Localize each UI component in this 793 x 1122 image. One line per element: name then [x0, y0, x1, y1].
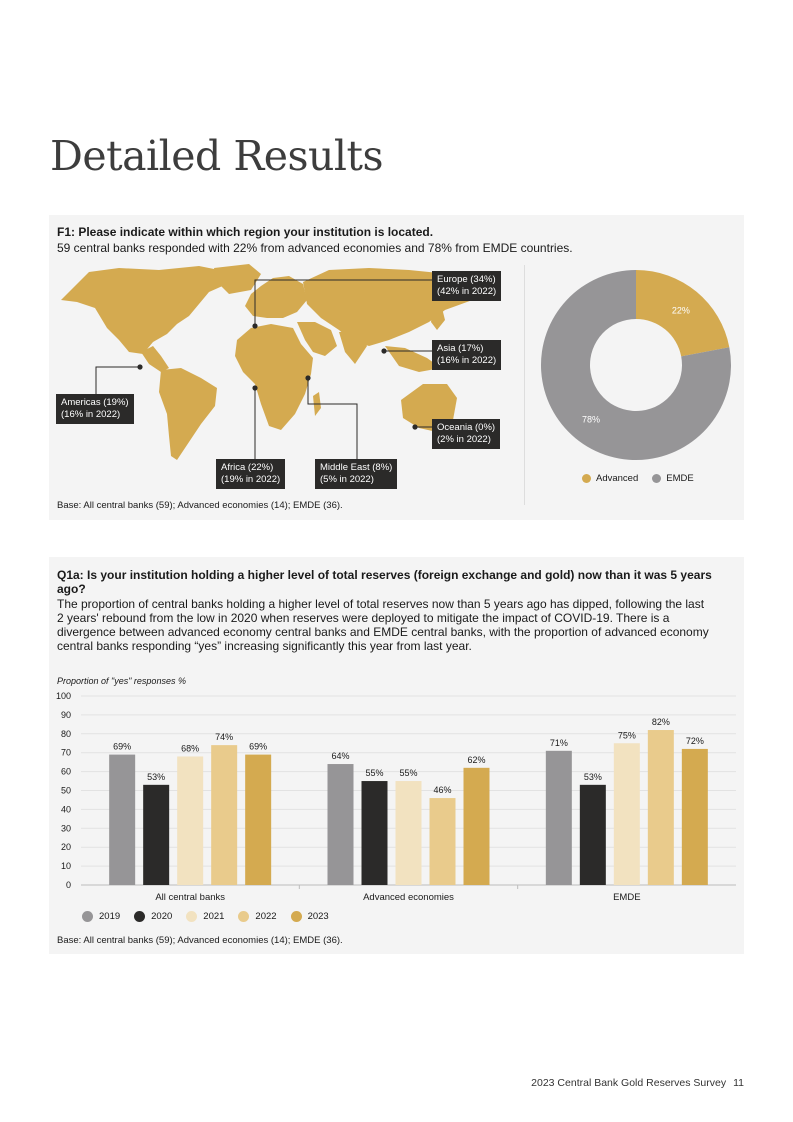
callout-americas: [56, 394, 134, 424]
callout-middle-east-share: Middle East (8%): [320, 462, 393, 473]
legend-label-2021: 2021: [203, 911, 225, 922]
legend-dot-advanced: [582, 474, 591, 483]
bar-2019: [328, 764, 354, 885]
x-category-label: EMDE: [613, 892, 641, 902]
panel-divider: [524, 265, 525, 505]
bar-2020: [580, 785, 606, 885]
legend-item-2023: [291, 911, 329, 922]
q1a-base-note: Base: All central banks (59); Advanced economies (14); EMDE (36).: [57, 935, 343, 946]
legend-label-emde: EMDE: [666, 473, 694, 484]
bar-value-label: 68%: [181, 743, 200, 754]
legend-dot-2019: [82, 911, 93, 922]
bar-value-label: 46%: [433, 785, 452, 796]
bar-value-label: 72%: [685, 735, 704, 746]
legend-item-2020: [134, 911, 172, 922]
y-tick-label: 60: [60, 766, 71, 777]
callout-europe: [432, 271, 501, 301]
bar-value-label: 53%: [147, 771, 166, 782]
callout-europe-prev: (42% in 2022): [437, 286, 497, 297]
bar-value-label: 53%: [583, 771, 602, 782]
legend-label-2020: 2020: [151, 911, 173, 922]
bar-value-label: 64%: [331, 751, 350, 762]
bar-value-label: 55%: [399, 768, 418, 779]
legend-item-2019: [82, 911, 120, 922]
bar-value-label: 71%: [549, 737, 568, 748]
donut-chart: [536, 265, 736, 465]
callout-middle-east: [315, 459, 397, 489]
legend-dot-emde: [652, 474, 661, 483]
bar-legend: [82, 911, 343, 922]
reserves-panel: [49, 557, 744, 954]
callout-asia: [432, 340, 501, 370]
page-footer: [531, 1077, 744, 1089]
f1-description: 59 central banks responded with 22% from advanced economies and 78% from EMDE countries.: [57, 241, 573, 255]
callout-oceania-share: Oceania (0%): [437, 422, 496, 433]
y-tick-label: 80: [60, 728, 71, 739]
x-category-label: All central banks: [155, 892, 226, 902]
bar-value-label: 69%: [113, 741, 132, 752]
bar-value-label: 69%: [249, 741, 268, 752]
y-tick-label: 30: [60, 823, 71, 834]
legend-item-2021: [186, 911, 224, 922]
callout-africa: [216, 459, 285, 489]
callout-oceania-prev: (2% in 2022): [437, 434, 491, 445]
y-tick-label: 10: [60, 861, 71, 872]
donut-legend: [582, 473, 708, 484]
bar-2022: [211, 745, 237, 885]
map-africa: [235, 324, 313, 430]
legend-label-2022: 2022: [255, 911, 277, 922]
legend-label-2023: 2023: [307, 911, 329, 922]
map-south-america: [159, 368, 217, 460]
bar-2019: [109, 755, 135, 885]
map-marker-africa: [252, 385, 257, 390]
y-tick-label: 0: [65, 880, 71, 890]
y-tick-label: 40: [60, 804, 71, 815]
bar-2021: [396, 781, 422, 885]
map-landmasses: [61, 264, 489, 460]
callout-americas-share: Americas (19%): [61, 397, 129, 408]
callout-asia-share: Asia (17%): [437, 343, 484, 354]
callout-europe-share: Europe (34%): [437, 274, 496, 285]
bar-2020: [362, 781, 388, 885]
y-tick-label: 70: [60, 747, 71, 758]
f1-base-note: Base: All central banks (59); Advanced economies (14); EMDE (36).: [57, 500, 343, 511]
donut-label-emde: 78%: [582, 414, 601, 425]
bar-chart: [49, 687, 744, 902]
map-marker-middle-east: [305, 375, 310, 380]
region-panel: [49, 215, 744, 520]
donut-label-advanced: 22%: [671, 305, 690, 316]
bar-value-label: 55%: [365, 768, 384, 779]
legend-dot-2022: [238, 911, 249, 922]
map-marker-europe: [252, 323, 257, 328]
bar-2022: [648, 730, 674, 885]
page-number: 11: [733, 1077, 744, 1089]
callout-africa-share: Africa (22%): [221, 462, 274, 473]
map-marker-oceania: [412, 424, 417, 429]
legend-label-advanced: Advanced: [596, 473, 639, 484]
bar-2022: [430, 798, 456, 885]
map-marker-asia: [381, 348, 386, 353]
f1-question-title: F1: Please indicate within which region your institution is located.: [57, 225, 434, 239]
bar-value-label: 82%: [651, 717, 670, 728]
map-north-america: [61, 266, 229, 354]
callout-oceania: [432, 419, 500, 449]
legend-dot-2021: [186, 911, 197, 922]
y-tick-label: 20: [60, 842, 71, 853]
bar-2023: [682, 749, 708, 885]
bar-2020: [143, 785, 169, 885]
legend-dot-2020: [134, 911, 145, 922]
legend-item-advanced: [582, 473, 638, 484]
bar-value-label: 74%: [215, 732, 234, 743]
bar-2019: [546, 751, 572, 885]
bar-2021: [177, 756, 203, 885]
bar-2023: [464, 768, 490, 885]
q1a-question-title: Q1a: Is your institution holding a higher level of total reserves (foreign exchange and gold) now than it was 5 years ago?: [57, 568, 712, 596]
bar-2021: [614, 743, 640, 885]
callout-americas-prev: (16% in 2022): [61, 409, 121, 420]
legend-dot-2023: [291, 911, 302, 922]
callout-africa-prev: (19% in 2022): [221, 474, 281, 485]
leader-line-middle-east: [308, 378, 357, 460]
q1a-description: The proportion of central banks holding a higher level of total reserves now than 5 years ago has dipped, following the last 2 years' rebound from the low in 2020 when reserves were deployed to mitigate the impact of COVID-19. There is a divergence between advanced economy central banks and EMDE central banks, with the proportion of advanced economy central banks responding “yes” increasing significantly this year from last year.: [57, 597, 709, 653]
map-marker-americas: [137, 364, 142, 369]
page-title: Detailed Results: [50, 132, 384, 180]
bar-value-label: 75%: [617, 730, 636, 741]
bar-value-label: 62%: [467, 754, 486, 765]
x-category-label: Advanced economies: [363, 892, 454, 902]
legend-item-emde: [652, 473, 693, 484]
map-greenland: [214, 264, 261, 294]
y-tick-label: 100: [55, 691, 71, 701]
y-tick-label: 50: [60, 785, 71, 796]
y-tick-label: 90: [60, 709, 71, 720]
callout-middle-east-prev: (5% in 2022): [320, 474, 374, 485]
bar-2023: [245, 755, 271, 885]
leader-line-americas: [96, 367, 140, 395]
footer-title: 2023 Central Bank Gold Reserves Survey: [531, 1077, 727, 1089]
bar-chart-ylabel: Proportion of "yes" responses %: [57, 676, 186, 686]
callout-asia-prev: (16% in 2022): [437, 355, 497, 366]
legend-label-2019: 2019: [99, 911, 121, 922]
legend-item-2022: [238, 911, 276, 922]
